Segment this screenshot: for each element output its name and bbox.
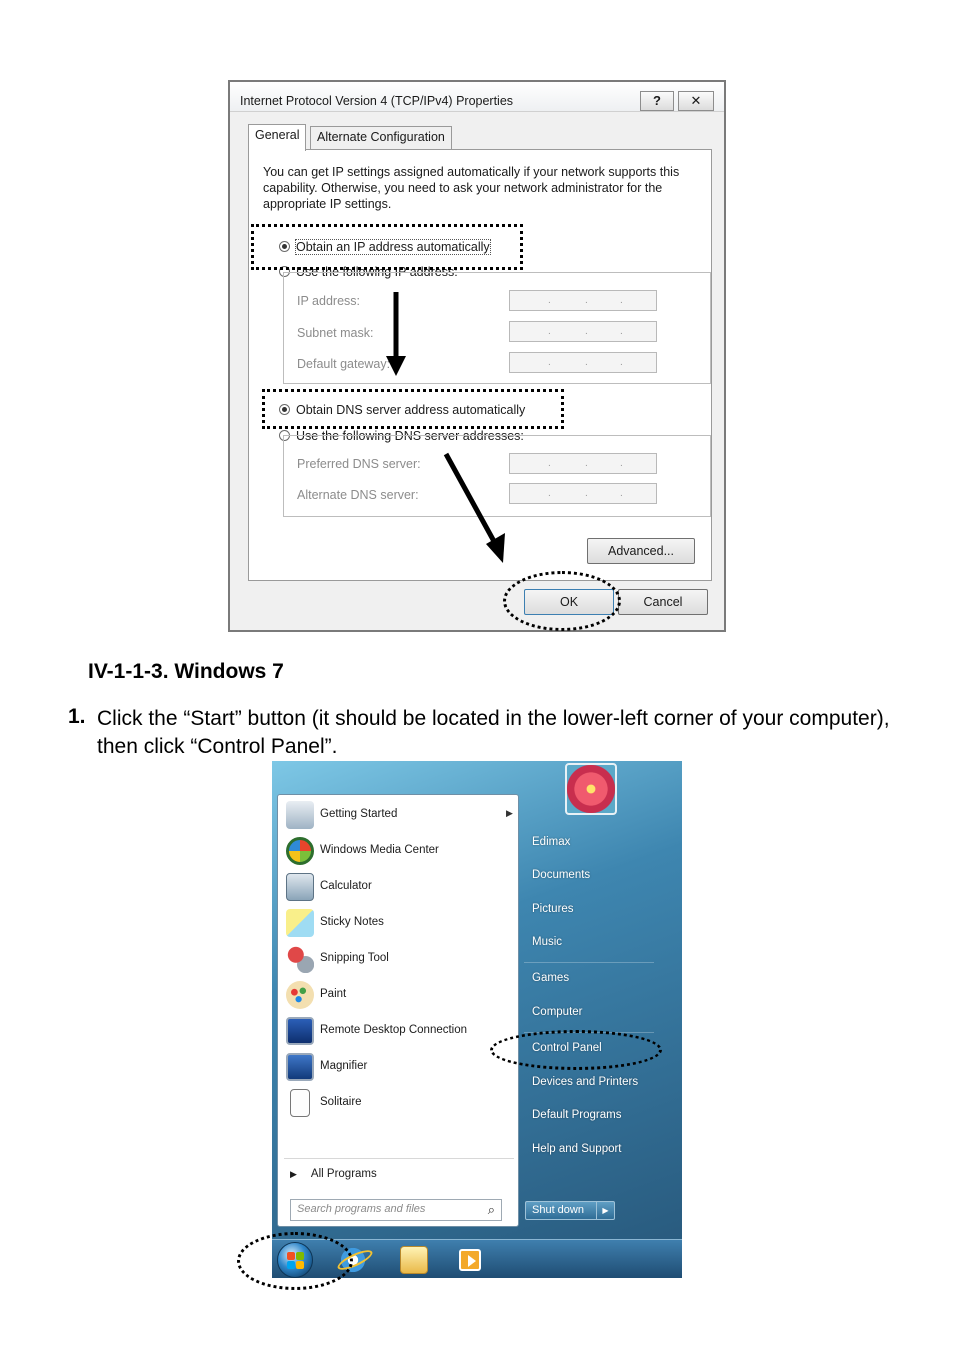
link-games[interactable]: Games xyxy=(532,972,570,984)
link-devices-and-printers[interactable]: Devices and Printers xyxy=(532,1076,639,1088)
link-documents[interactable]: Documents xyxy=(532,869,591,881)
dns-auto-label: Obtain DNS server address automatically xyxy=(296,403,526,417)
search-icon: ⌕ xyxy=(487,1202,495,1217)
program-item-solitaire[interactable]: Solitaire xyxy=(284,1087,514,1119)
getting-started-icon xyxy=(286,801,314,829)
alternate-dns-label: Alternate DNS server: xyxy=(297,488,419,502)
preferred-dns-input[interactable]: . . . xyxy=(509,453,657,474)
arrow-down-head xyxy=(386,356,406,376)
snipping-tool-icon xyxy=(286,945,314,973)
ok-button[interactable]: OK xyxy=(524,589,614,615)
default-gateway-label: Default gateway: xyxy=(297,357,391,371)
calculator-icon xyxy=(286,873,314,901)
user-picture[interactable] xyxy=(565,763,617,815)
paint-icon xyxy=(286,981,314,1009)
all-programs-separator xyxy=(284,1158,514,1159)
link-default-programs[interactable]: Default Programs xyxy=(532,1109,622,1121)
sticky-notes-icon xyxy=(286,909,314,937)
submenu-arrow-icon: ▶ xyxy=(506,808,513,818)
program-item-magnifier[interactable]: Magnifier xyxy=(284,1051,514,1083)
link-music[interactable]: Music xyxy=(532,936,563,948)
programs-pane xyxy=(277,794,519,1227)
file-explorer-icon[interactable] xyxy=(400,1246,428,1274)
program-item-sticky-notes[interactable]: Sticky Notes xyxy=(284,907,514,939)
ip-auto-label: Obtain an IP address automatically xyxy=(296,240,490,254)
link-control-panel[interactable]: Control Panel xyxy=(532,1042,602,1054)
shutdown-button[interactable] xyxy=(525,1201,615,1220)
close-button[interactable]: ✕ xyxy=(678,91,714,111)
ip-address-label: IP address: xyxy=(297,294,361,308)
search-placeholder: Search programs and files xyxy=(297,1203,426,1215)
start-menu xyxy=(272,761,682,1278)
media-center-icon xyxy=(286,837,314,865)
subnet-mask-label: Subnet mask: xyxy=(297,326,374,340)
program-item-calculator[interactable]: Calculator xyxy=(284,871,514,903)
section-heading: IV-1-1-3. Windows 7 xyxy=(88,660,284,683)
program-item-snipping-tool[interactable]: Snipping Tool xyxy=(284,943,514,975)
media-player-icon[interactable] xyxy=(459,1249,481,1271)
solitaire-icon xyxy=(290,1089,310,1117)
ip-manual-label: Use the following IP address: xyxy=(296,265,458,279)
link-edimax[interactable]: Edimax xyxy=(532,836,571,848)
program-item-remote-desktop[interactable]: Remote Desktop Connection xyxy=(284,1015,514,1047)
magnifier-icon xyxy=(286,1053,314,1081)
link-help-and-support[interactable]: Help and Support xyxy=(532,1143,622,1155)
remote-desktop-icon xyxy=(286,1017,314,1045)
preferred-dns-label: Preferred DNS server: xyxy=(297,457,421,471)
arrow-diagonal-line xyxy=(446,454,496,545)
highlight-start-button xyxy=(237,1232,353,1290)
dialog-title: Internet Protocol Version 4 (TCP/IPv4) Properties xyxy=(240,94,514,108)
tab-general[interactable]: General xyxy=(248,124,306,151)
right-separator-1 xyxy=(524,962,654,963)
link-pictures[interactable]: Pictures xyxy=(532,903,574,915)
subnet-mask-input[interactable]: . . . xyxy=(509,321,657,342)
program-item-media-center[interactable]: Windows Media Center xyxy=(284,835,514,867)
highlight-control-panel xyxy=(490,1030,662,1070)
tab-alternate-configuration[interactable]: Alternate Configuration xyxy=(310,126,452,150)
arrow-diagonal-head xyxy=(486,533,505,563)
shutdown-options-arrow-icon[interactable]: ▶ xyxy=(596,1202,614,1219)
all-programs-arrow-icon: ▶ xyxy=(290,1169,297,1179)
all-programs-label: All Programs xyxy=(310,1168,377,1180)
cancel-button[interactable]: Cancel xyxy=(618,589,708,615)
step-text: Click the “Start” button (it should be located in the lower-left corner of your computer), then click “Control Panel”. xyxy=(97,707,890,758)
dialog-description: You can get IP settings assigned automatically if your network supports this capability. Otherwise, you need to ask your network administrator for the appropriate IP settings. xyxy=(263,165,680,211)
all-programs-button[interactable] xyxy=(290,1168,377,1180)
dns-manual-label: Use the following DNS server addresses: xyxy=(296,429,524,443)
advanced-button[interactable]: Advanced... xyxy=(587,538,695,564)
search-input[interactable] xyxy=(290,1199,502,1221)
program-item-paint[interactable]: Paint xyxy=(284,979,514,1011)
default-gateway-input[interactable]: . . . xyxy=(509,352,657,373)
help-button[interactable]: ? xyxy=(640,91,674,111)
link-computer[interactable]: Computer xyxy=(532,1006,583,1018)
program-item-getting-started[interactable]: Getting Started ▶ xyxy=(284,799,514,831)
ip-address-input[interactable]: . . . xyxy=(509,290,657,311)
step-number: 1. xyxy=(68,705,86,728)
shutdown-label: Shut down xyxy=(532,1204,584,1216)
alternate-dns-input[interactable]: . . . xyxy=(509,483,657,504)
